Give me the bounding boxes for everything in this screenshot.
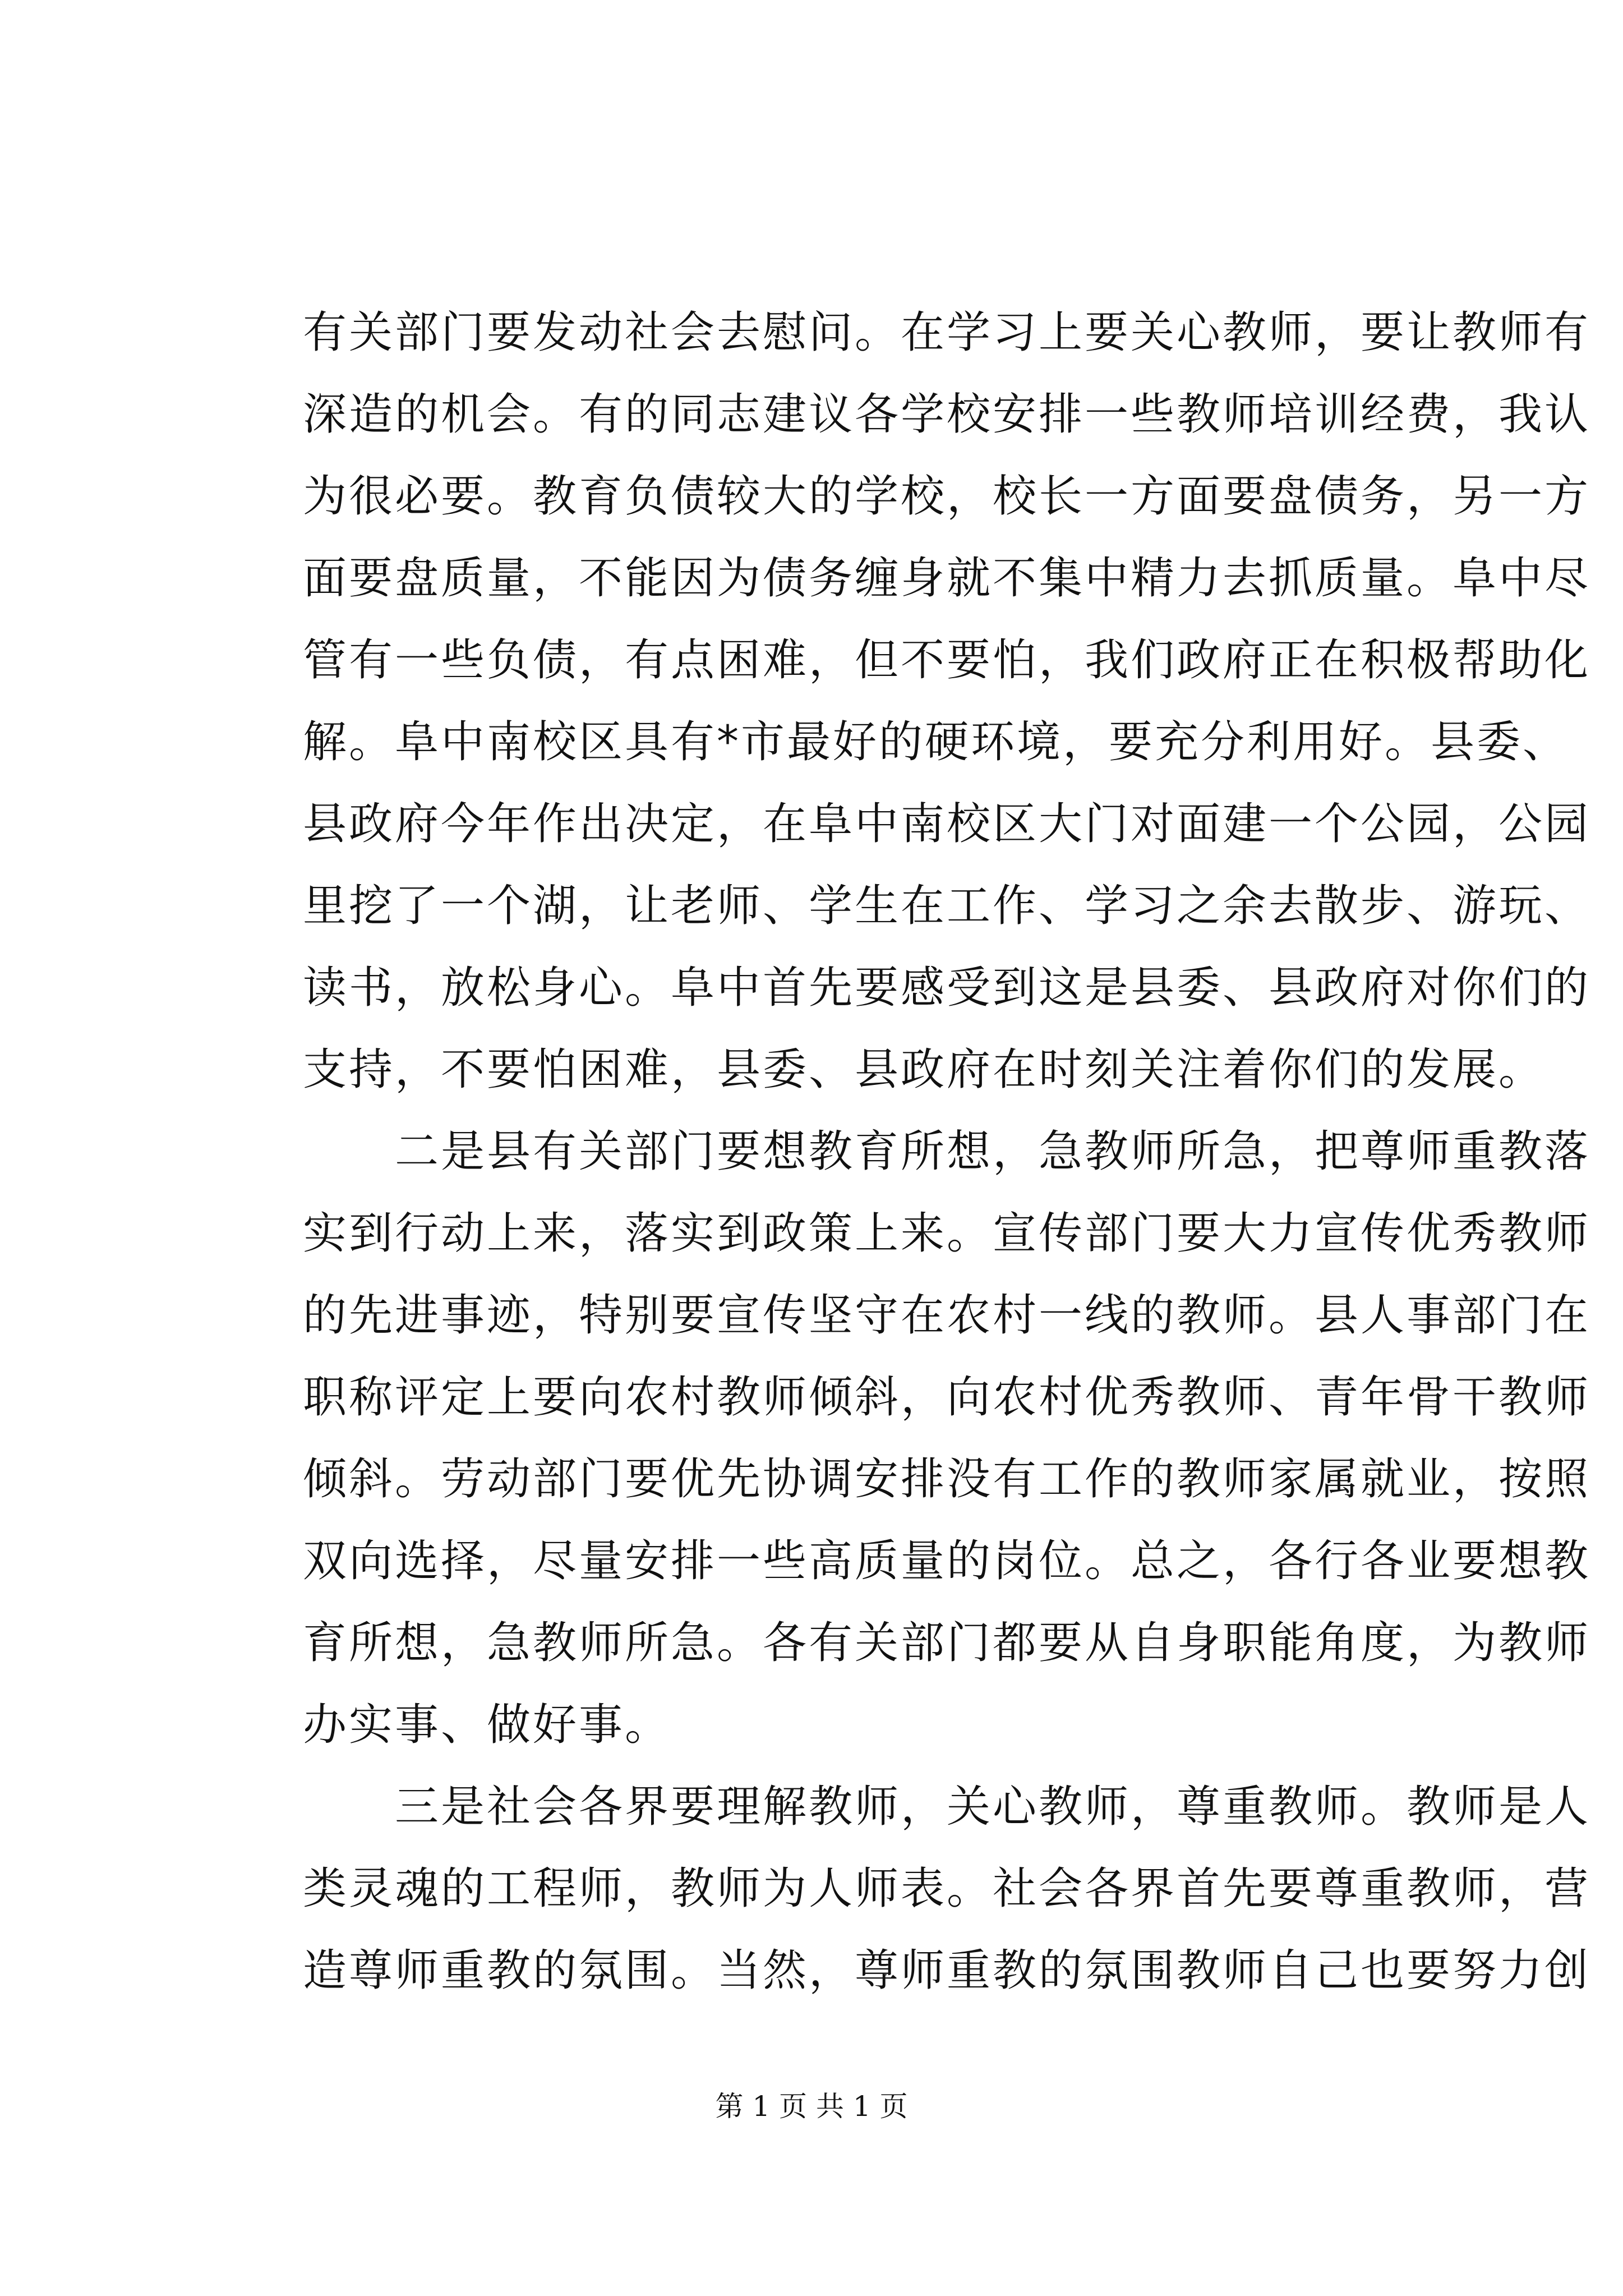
text-line: 二是县有关部门要想教育所想，急教师所急，把尊师重教落	[303, 1126, 1591, 1177]
text-line: 为很必要。教育负债较大的学校，校长一方面要盘债务，另一方	[303, 471, 1591, 522]
text-line: 三是社会各界要理解教师，关心教师，尊重教师。教师是人	[303, 1782, 1591, 1832]
text-line: 面要盘质量，不能因为债务缠身就不集中精力去抓质量。阜中尽	[303, 553, 1591, 604]
text-line: 实到行动上来，落实到政策上来。宣传部门要大力宣传优秀教师	[303, 1208, 1591, 1259]
text-line: 倾斜。劳动部门要优先协调安排没有工作的教师家属就业，按照	[303, 1454, 1591, 1504]
text-line: 办实事、做好事。	[303, 1700, 671, 1750]
text-line: 深造的机会。有的同志建议各学校安排一些教师培训经费，我认	[303, 389, 1591, 440]
text-line: 解。阜中南校区具有*市最好的硬环境，要充分利用好。县委、	[303, 717, 1569, 767]
text-line: 支持，不要怕困难，县委、县政府在时刻关注着你们的发展。	[303, 1045, 1545, 1095]
text-line: 类灵魂的工程师，教师为人师表。社会各界首先要尊重教师，营	[303, 1864, 1591, 1914]
page-footer: 第 1 页 共 1 页	[715, 2090, 908, 2123]
text-line: 职称评定上要向农村教师倾斜，向农村优秀教师、青年骨干教师	[303, 1372, 1591, 1423]
text-line: 双向选择，尽量安排一些高质量的岗位。总之，各行各业要想教	[303, 1536, 1591, 1586]
text-line: 育所想，急教师所急。各有关部门都要从自身职能角度，为教师	[303, 1618, 1591, 1668]
text-line: 有关部门要发动社会去慰问。在学习上要关心教师，要让教师有	[303, 307, 1591, 358]
text-line: 读书，放松身心。阜中首先要感受到这是县委、县政府对你们的	[303, 963, 1591, 1013]
text-line: 管有一些负债，有点困难，但不要怕，我们政府正在积极帮助化	[303, 635, 1591, 685]
text-line: 造尊师重教的氛围。当然，尊师重教的氛围教师自己也要努力创	[303, 1945, 1591, 1996]
text-line: 里挖了一个湖，让老师、学生在工作、学习之余去散步、游玩、	[303, 881, 1591, 931]
text-line: 县政府今年作出决定，在阜中南校区大门对面建一个公园，公园	[303, 799, 1591, 849]
body-text	[303, 292, 1591, 2012]
text-line: 的先进事迹，特别要宣传坚守在农村一线的教师。县人事部门在	[303, 1290, 1591, 1341]
